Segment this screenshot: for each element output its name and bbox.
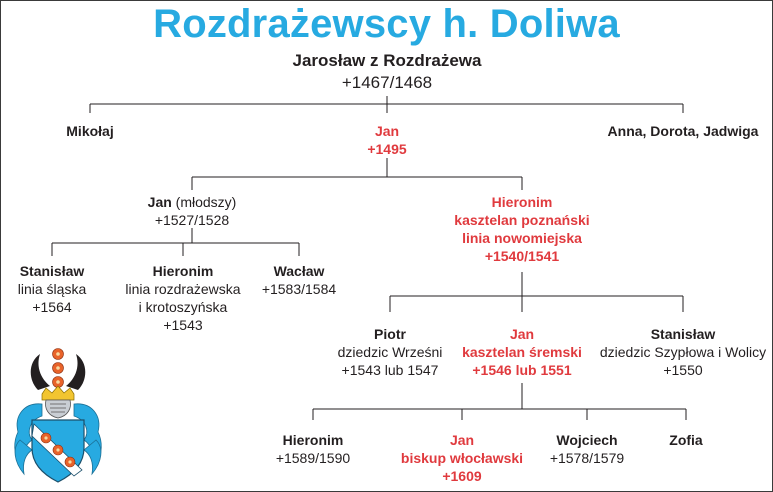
connector-jan-mlodszy (52, 228, 299, 256)
connector-hieronim (390, 272, 683, 312)
node-title: biskup włocławski (400, 450, 524, 466)
node-dates: +1589/1590 (275, 450, 351, 466)
node-jaroslaw (237, 50, 537, 94)
diagram-title: Rozdrażewscy h. Doliwa (153, 2, 620, 46)
node-name: Jarosław z Rozdrażewa (292, 51, 482, 70)
connector-jan-1495 (192, 158, 522, 190)
node-dates: +1467/1468 (341, 73, 433, 92)
node-name: Hieronim (152, 263, 214, 279)
node-dates: +1540/1541 (484, 248, 560, 264)
node-title: kasztelan śremski (462, 344, 582, 360)
node-jan-biskup (397, 431, 527, 485)
node-dates: +1578/1579 (549, 450, 625, 466)
connector-root (90, 96, 683, 113)
node-zofia (656, 431, 716, 449)
node-name: Hieronim (491, 194, 553, 210)
node-qualifier: (młodszy) (171, 194, 237, 210)
node-dates: +1543 lub 1547 (341, 362, 439, 378)
node-dates: +1609 (442, 468, 482, 484)
node-hieronim-kasztelan (432, 193, 612, 265)
node-sisters (598, 122, 768, 140)
node-name: Jan (449, 432, 475, 448)
coat-of-arms-icon (8, 344, 108, 484)
node-name-main: Jan (147, 194, 172, 210)
node-jan-1495 (337, 122, 437, 158)
node-line: i krotoszyńska (138, 299, 228, 315)
node-stanislaw-slaska (2, 262, 102, 316)
node-waclaw (249, 262, 349, 298)
node-jan-kasztelan-sremski (452, 325, 592, 379)
node-hieronim-1590 (263, 431, 363, 467)
node-title: kasztelan poznański (454, 212, 590, 228)
node-line: dziedzic Szypłowa i Wolicy (599, 344, 767, 360)
connector-jan-kasztelan (313, 383, 686, 420)
node-name: Zofia (669, 432, 703, 448)
node-name: Wacław (273, 263, 325, 279)
node-name: Anna, Dorota, Jadwiga (607, 123, 759, 139)
node-dates: +1583/1584 (261, 281, 337, 297)
node-name (117, 193, 267, 211)
node-dates: +1543 (163, 317, 203, 333)
node-line: linia rozdrażewska (125, 281, 241, 297)
node-line: linia śląska (17, 281, 87, 297)
node-name: Stanisław (650, 326, 716, 342)
node-dates: +1527/1528 (154, 212, 230, 228)
node-name: Hieronim (282, 432, 344, 448)
node-jan-mlodszy (117, 193, 267, 229)
node-mikolaj (30, 122, 150, 140)
node-name: Wojciech (556, 432, 618, 448)
node-dates: +1564 (32, 299, 72, 315)
node-piotr (325, 325, 455, 379)
node-line: linia nowomiejska (462, 230, 582, 246)
node-name: Jan (374, 123, 400, 139)
node-name: Jan (509, 326, 535, 342)
node-hieronim-rozdrazewska (113, 262, 253, 334)
node-stanislaw-szyplow (598, 325, 768, 379)
node-name: Mikołaj (66, 123, 114, 139)
node-wojciech (537, 431, 637, 467)
node-dates: +1546 lub 1551 (472, 362, 572, 378)
node-dates: +1550 (663, 362, 703, 378)
node-name: Stanisław (19, 263, 85, 279)
node-line: dziedzic Wrześni (337, 344, 443, 360)
node-name: Piotr (374, 326, 406, 342)
node-dates: +1495 (367, 141, 407, 157)
